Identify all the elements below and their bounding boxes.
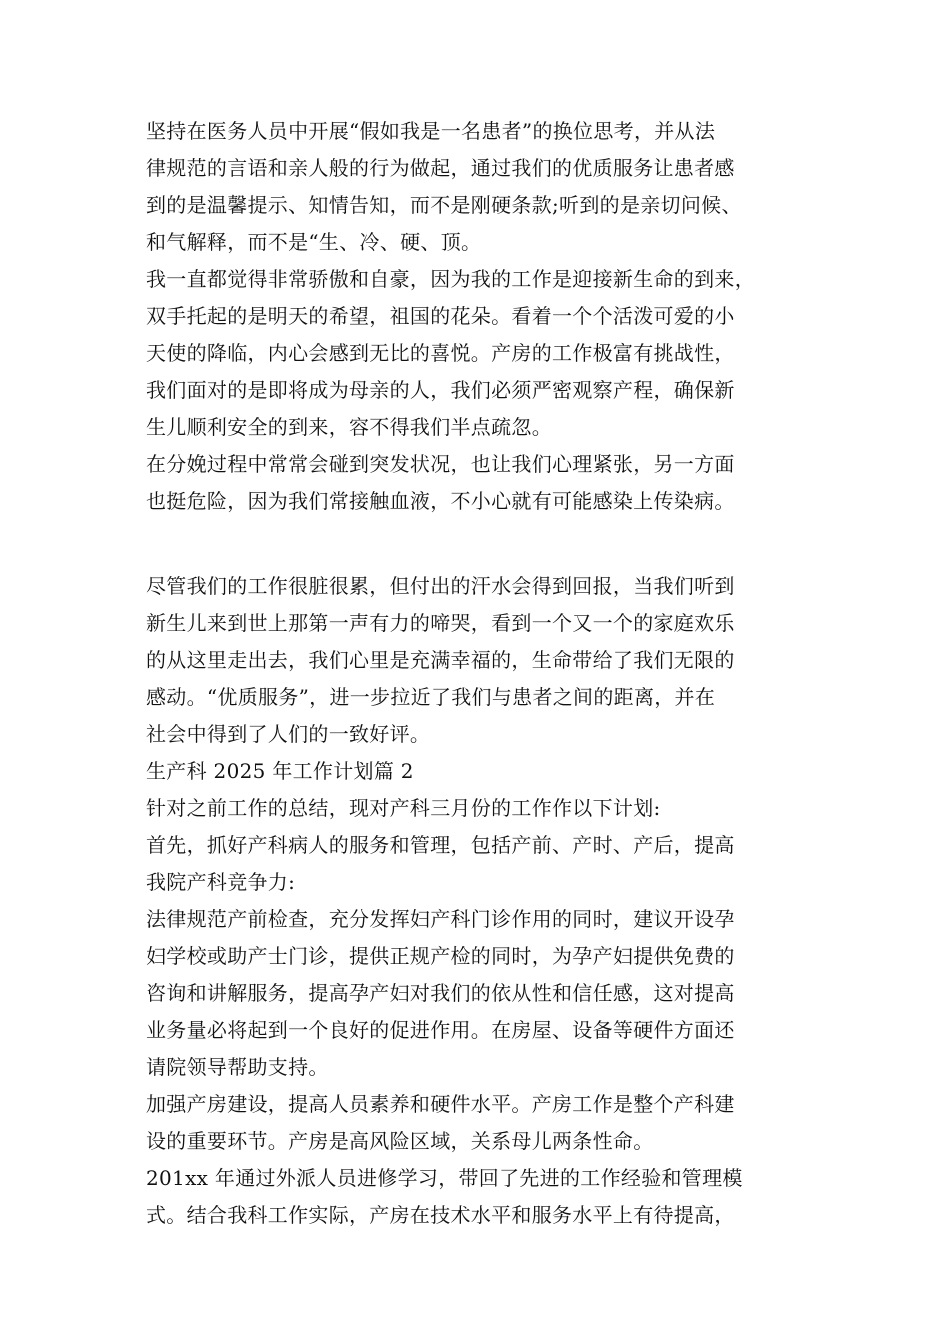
text-line: 设的重要环节。产房是高风险区域，关系母儿两条性命。 bbox=[146, 1129, 654, 1153]
text-line: 针对之前工作的总结，现对产科三月份的工作作以下计划: bbox=[146, 796, 661, 820]
paragraph-delivery-room bbox=[146, 1086, 836, 1160]
section-heading bbox=[146, 753, 836, 790]
paragraph-gap bbox=[146, 520, 836, 568]
text-line: 坚持在医务人员中开展“假如我是一名患者”的换位思考，并从法 bbox=[146, 119, 716, 143]
text-line: 妇学校或助产士门诊，提供正规产检的同时，为孕产妇提供免费的 bbox=[146, 944, 735, 968]
text-line: 尽管我们的工作很脏很累，但付出的汗水会得到回报，当我们听到 bbox=[146, 574, 735, 598]
text-line: 的从这里走出去，我们心里是充满幸福的，生命带给了我们无限的 bbox=[146, 648, 735, 672]
text-line: 法律规范产前检查，充分发挥妇产科门诊作用的同时，建议开设孕 bbox=[146, 907, 735, 931]
text-line: 天使的降临，内心会感到无比的喜悦。产房的工作极富有挑战性， bbox=[146, 341, 735, 365]
text-line: 我一直都觉得非常骄傲和自豪，因为我的工作是迎接新生命的到来， bbox=[146, 267, 755, 291]
paragraph-prenatal-checks bbox=[146, 901, 836, 1086]
text-line: 双手托起的是明天的希望，祖国的花朵。看着一个个活泼可爱的小 bbox=[146, 304, 735, 328]
text-line: 业务量必将起到一个良好的促进作用。在房屋、设备等硬件方面还 bbox=[146, 1018, 735, 1042]
text-line: 201xx 年通过外派人员进修学习，带回了先进的工作经验和管理模 bbox=[146, 1166, 743, 1190]
text-line: 请院领导帮助支持。 bbox=[146, 1055, 329, 1079]
paragraph-delivery-risks bbox=[146, 446, 836, 520]
text-line: 也挺危险，因为我们常接触血液，不小心就有可能感染上传染病。 bbox=[146, 489, 735, 513]
text-line: 式。结合我科工作实际，产房在技术水平和服务水平上有待提高， bbox=[146, 1203, 735, 1227]
paragraph-training bbox=[146, 1160, 836, 1234]
paragraph-rewards bbox=[146, 568, 836, 753]
text-line: 首先，抓好产科病人的服务和管理，包括产前、产时、产后，提高 bbox=[146, 833, 735, 857]
text-line: 律规范的言语和亲人般的行为做起，通过我们的优质服务让患者感 bbox=[146, 156, 735, 180]
text-line: 到的是温馨提示、知情告知，而不是刚硬条款;听到的是亲切问候、 bbox=[146, 193, 742, 217]
section-title: 生产科 2025 年工作计划篇 2 bbox=[146, 759, 414, 783]
document-body bbox=[146, 113, 836, 1234]
text-line: 加强产房建设，提高人员素养和硬件水平。产房工作是整个产科建 bbox=[146, 1092, 735, 1116]
paragraph-empathy-service bbox=[146, 113, 836, 261]
paragraph-first-point bbox=[146, 827, 836, 901]
text-line: 感动。“优质服务”，进一步拉近了我们与患者之间的距离，并在 bbox=[146, 685, 716, 709]
text-line: 社会中得到了人们的一致好评。 bbox=[146, 722, 431, 746]
text-line: 我们面对的是即将成为母亲的人，我们必须严密观察产程，确保新 bbox=[146, 378, 735, 402]
text-line: 和气解释，而不是“生、冷、硬、顶。 bbox=[146, 230, 482, 254]
text-line: 生儿顺利安全的到来，容不得我们半点疏忽。 bbox=[146, 415, 552, 439]
text-line: 在分娩过程中常常会碰到突发状况，也让我们心理紧张，另一方面 bbox=[146, 452, 735, 476]
paragraph-pride-in-work bbox=[146, 261, 836, 446]
text-line: 新生儿来到世上那第一声有力的啼哭，看到一个又一个的家庭欢乐 bbox=[146, 611, 735, 635]
paragraph-plan-intro bbox=[146, 790, 836, 827]
text-line: 咨询和讲解服务，提高孕产妇对我们的依从性和信任感，这对提高 bbox=[146, 981, 735, 1005]
text-line: 我院产科竞争力: bbox=[146, 870, 296, 894]
